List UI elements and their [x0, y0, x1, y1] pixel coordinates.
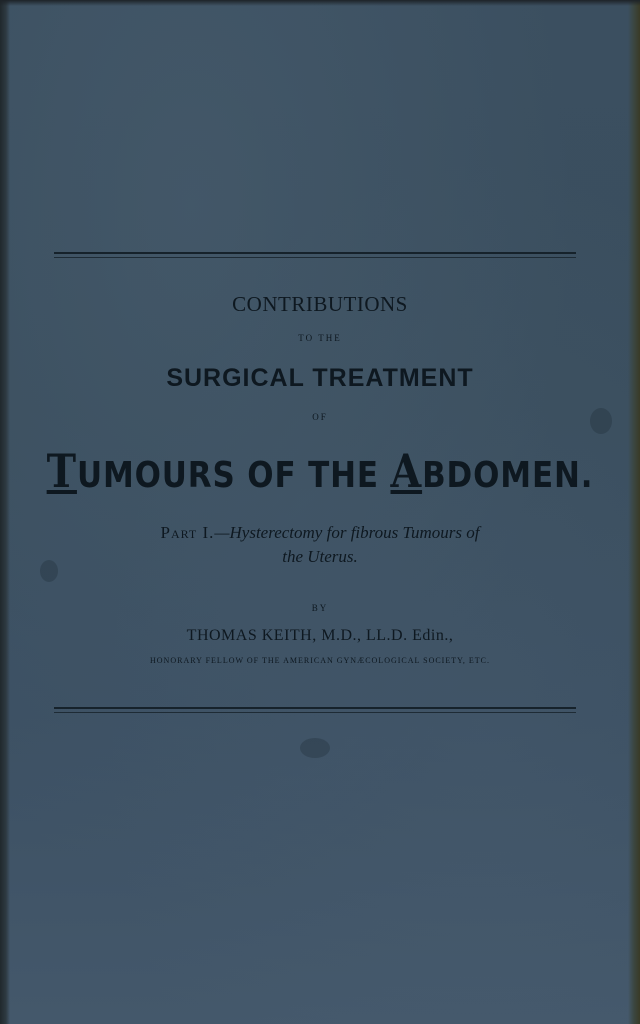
cover-top-edge	[0, 0, 640, 6]
cover-stain	[300, 738, 330, 758]
part-subject-line-2-text: the Uterus.	[282, 547, 358, 566]
part-heading	[0, 523, 640, 543]
byline-by: BY	[311, 603, 329, 613]
author-credentials: HONORARY FELLOW OF THE AMERICAN GYNÆCOLOGICAL SOCIETY, ETC.	[150, 656, 490, 665]
title-main-part-2: BDOMEN.	[422, 455, 594, 496]
bottom-double-rule	[54, 707, 576, 713]
ornate-initial-t: T	[46, 444, 77, 498]
ornate-initial-a: A	[390, 444, 423, 498]
title-tumours-of-the-abdomen	[45, 444, 595, 498]
cover-right-edge	[628, 0, 640, 1024]
part-label: Part I.	[160, 523, 215, 542]
part-subject-line-1: —Hysterectomy for fibrous Tumours of	[214, 523, 480, 542]
author-name: THOMAS KEITH, M.D., LL.D. Edin.,	[186, 627, 454, 644]
top-double-rule	[54, 252, 576, 258]
title-to-the: TO THE	[298, 333, 342, 343]
title-of: OF	[312, 412, 328, 422]
title-contributions: CONTRIBUTIONS	[232, 292, 408, 316]
title-surgical-treatment: SURGICAL TREATMENT	[166, 364, 474, 392]
part-subject-line-2	[0, 547, 640, 567]
title-main-part-1: UMOURS OF THE	[76, 455, 391, 496]
cover-left-edge	[0, 0, 10, 1024]
